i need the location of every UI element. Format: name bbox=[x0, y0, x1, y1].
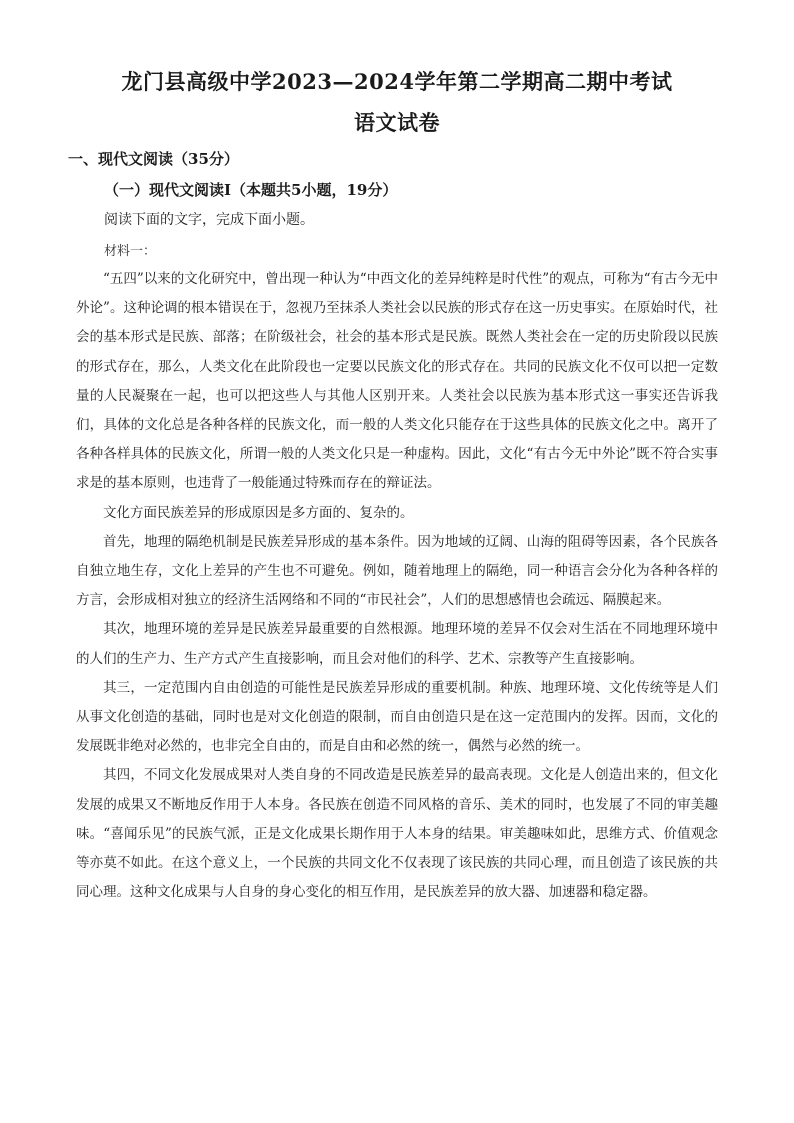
passage-body bbox=[76, 265, 718, 907]
subsection-heading: （一）现代文阅读Ⅰ（本题共5小题，19分） bbox=[104, 181, 398, 199]
exam-subtitle: 语文试卷 bbox=[354, 110, 440, 135]
section-heading: 一、现代文阅读（35分） bbox=[68, 150, 239, 168]
paragraph-5: 其三，一定范围内自由创造的可能性是民族差异形成的重要机制。种族、地理环境、文化传统等是人们从事文化创造的基础，同时也是对文化创造的限制，而自由创造只是在这一定范围内的发挥。因而，文化的发展既非绝对必然的，也非完全自由的，而是自由和必然的统一，偶然与必然的统一。 bbox=[76, 679, 718, 755]
exam-title: 龙门县高级中学2023—2024学年第二学期高二期中考试 bbox=[121, 69, 673, 94]
paragraph-2: 文化方面民族差异的形成原因是多方面的、复杂的。 bbox=[103, 504, 414, 521]
paragraph-3: 首先，地理的隔绝机制是民族差异形成的基本条件。因为地域的辽阔、山海的阻碍等因素，各个民族各自独立地生存，文化上差异的产生也不可避免。例如，随着地理上的隔绝，同一种语言会分化为各种各样的方言，会形成相对独立的经济生活网络和不同的“市民社会”，人们的思想感情也会疏远、隔膜起来。 bbox=[76, 533, 718, 609]
paragraph-6: 其四，不同文化发展成果对人类自身的不同改造是民族差异的最高表现。文化是人创造出来的，但文化发展的成果又不断地反作用于人本身。各民族在创造不同风格的音乐、美术的同时，也发展了不同的审美趣味。“喜闻乐见”的民族气派，正是文化成果长期作用于人本身的结果。审美趣味如此，思维方式、价值观念等亦莫不如此。在这个意义上，一个民族的共同文化不仅表现了该民族的共同心理，而且创造了该民族的共同心理。这种文化成果与人自身的身心变化的相互作用，是民族差异的放大器、加速器和稳定器。 bbox=[76, 767, 718, 901]
paragraph-1: “五四”以来的文化研究中，曾出现一种认为“中西文化的差异纯粹是时代性”的观点，可称为“有古今无中外论”。这种论调的根本错误在于，忽视乃至抹杀人类社会以民族的形式存在这一历史事实。在原始时代，社会的基本形式是民族、部落；在阶级社会，社会的基本形式是民族。既然人类社会在一定的历史阶段以民族的形式存在，那么，人类文化在此阶段也一定要以民族文化的形式存在。共同的民族文化不仅可以把一定数量的人民凝聚在一起，也可以把这些人与其他人区别开来。人类社会以民族为基本形式这一事实还告诉我们，具体的文化总是各种各样的民族文化，而一般的人类文化只能存在于这些具体的民族文化之中。离开了各种各样具体的民族文化，所谓一般的人类文化只是一种虚构。因此，文化“有古今无中外论”既不符合实事求是的基本原则，也违背了一般能通过特殊而存在的辩证法。 bbox=[76, 271, 719, 492]
reading-instruction: 阅读下面的文字，完成下面小题。 bbox=[104, 212, 314, 228]
material-label: 材料一： bbox=[104, 244, 157, 259]
paragraph-4: 其次，地理环境的差异是民族差异最重要的自然根源。地理环境的差异不仅会对生活在不同地理环境中的人们的生产力、生产方式产生直接影响，而且会对他们的科学、艺术、宗教等产生直接影响。 bbox=[76, 621, 718, 667]
